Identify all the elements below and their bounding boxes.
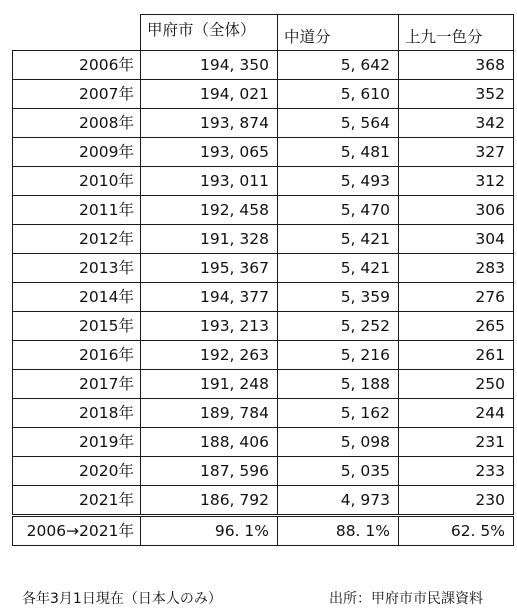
nakamichi-cell: 5, 098 xyxy=(278,428,399,457)
kamikuishiki-cell: 342 xyxy=(399,109,514,138)
table-row xyxy=(13,283,514,312)
year-cell: 2018年 xyxy=(13,399,141,428)
header-row xyxy=(13,15,514,51)
year-cell: 2012年 xyxy=(13,225,141,254)
table-row xyxy=(13,457,514,486)
kamikuishiki-cell: 368 xyxy=(399,51,514,80)
table-row xyxy=(13,138,514,167)
year-cell: 2013年 xyxy=(13,254,141,283)
year-cell: 2021年 xyxy=(13,486,141,516)
nakamichi-cell: 5, 252 xyxy=(278,312,399,341)
nakamichi-cell: 5, 188 xyxy=(278,370,399,399)
year-cell: 2008年 xyxy=(13,109,141,138)
table-row xyxy=(13,486,514,516)
kamikuishiki-cell: 306 xyxy=(399,196,514,225)
nakamichi-cell: 5, 359 xyxy=(278,283,399,312)
year-cell: 2011年 xyxy=(13,196,141,225)
table-row xyxy=(13,109,514,138)
year-cell: 2020年 xyxy=(13,457,141,486)
nakamichi-cell: 5, 481 xyxy=(278,138,399,167)
kamikuishiki-cell: 231 xyxy=(399,428,514,457)
table-row xyxy=(13,80,514,109)
table-row xyxy=(13,196,514,225)
footnote: 各年3月1日現在（日本人のみ） xyxy=(22,591,222,607)
header-corner xyxy=(13,15,141,51)
kofu-cell: 192, 458 xyxy=(141,196,278,225)
nakamichi-cell: 5, 493 xyxy=(278,167,399,196)
nakamichi-cell: 5, 421 xyxy=(278,254,399,283)
kamikuishiki-cell: 250 xyxy=(399,370,514,399)
table-row xyxy=(13,312,514,341)
table-row xyxy=(13,341,514,370)
nakamichi-cell: 5, 642 xyxy=(278,51,399,80)
ratio-kofu: 96. 1% xyxy=(141,516,278,546)
population-table xyxy=(12,14,514,546)
ratio-kamikuishiki: 62. 5% xyxy=(399,516,514,546)
year-cell: 2007年 xyxy=(13,80,141,109)
kamikuishiki-cell: 276 xyxy=(399,283,514,312)
kamikuishiki-cell: 312 xyxy=(399,167,514,196)
table-row xyxy=(13,428,514,457)
nakamichi-cell: 5, 610 xyxy=(278,80,399,109)
ratio-row xyxy=(13,516,514,546)
kamikuishiki-cell: 261 xyxy=(399,341,514,370)
nakamichi-cell: 5, 470 xyxy=(278,196,399,225)
header-kamikuishiki: 上九一色分 xyxy=(399,15,514,51)
kofu-cell: 191, 248 xyxy=(141,370,278,399)
kamikuishiki-cell: 352 xyxy=(399,80,514,109)
header-nakamichi: 中道分 xyxy=(278,15,399,51)
table-row xyxy=(13,254,514,283)
year-cell: 2009年 xyxy=(13,138,141,167)
nakamichi-cell: 5, 216 xyxy=(278,341,399,370)
table-row xyxy=(13,225,514,254)
header-kofu-total: 甲府市（全体） xyxy=(141,15,278,51)
kofu-cell: 186, 792 xyxy=(141,486,278,516)
kamikuishiki-cell: 244 xyxy=(399,399,514,428)
kofu-cell: 192, 263 xyxy=(141,341,278,370)
nakamichi-cell: 5, 162 xyxy=(278,399,399,428)
kofu-cell: 193, 011 xyxy=(141,167,278,196)
kofu-cell: 194, 377 xyxy=(141,283,278,312)
year-cell: 2014年 xyxy=(13,283,141,312)
kamikuishiki-cell: 283 xyxy=(399,254,514,283)
ratio-label: 2006→2021年 xyxy=(13,516,141,546)
year-cell: 2015年 xyxy=(13,312,141,341)
nakamichi-cell: 5, 035 xyxy=(278,457,399,486)
kofu-cell: 194, 021 xyxy=(141,80,278,109)
table-row xyxy=(13,370,514,399)
kofu-cell: 191, 328 xyxy=(141,225,278,254)
table-row xyxy=(13,51,514,80)
kamikuishiki-cell: 265 xyxy=(399,312,514,341)
nakamichi-cell: 5, 421 xyxy=(278,225,399,254)
year-cell: 2006年 xyxy=(13,51,141,80)
kofu-cell: 193, 213 xyxy=(141,312,278,341)
ratio-nakamichi: 88. 1% xyxy=(278,516,399,546)
nakamichi-cell: 4, 973 xyxy=(278,486,399,516)
source-note: 出所：甲府市市民課資料 xyxy=(329,591,483,607)
kofu-cell: 193, 065 xyxy=(141,138,278,167)
table-row xyxy=(13,167,514,196)
kamikuishiki-cell: 304 xyxy=(399,225,514,254)
year-cell: 2010年 xyxy=(13,167,141,196)
kofu-cell: 189, 784 xyxy=(141,399,278,428)
kofu-cell: 193, 874 xyxy=(141,109,278,138)
year-cell: 2017年 xyxy=(13,370,141,399)
kamikuishiki-cell: 327 xyxy=(399,138,514,167)
nakamichi-cell: 5, 564 xyxy=(278,109,399,138)
kofu-cell: 194, 350 xyxy=(141,51,278,80)
kamikuishiki-cell: 233 xyxy=(399,457,514,486)
kamikuishiki-cell: 230 xyxy=(399,486,514,516)
kofu-cell: 195, 367 xyxy=(141,254,278,283)
year-cell: 2016年 xyxy=(13,341,141,370)
kofu-cell: 188, 406 xyxy=(141,428,278,457)
table-row xyxy=(13,399,514,428)
kofu-cell: 187, 596 xyxy=(141,457,278,486)
year-cell: 2019年 xyxy=(13,428,141,457)
